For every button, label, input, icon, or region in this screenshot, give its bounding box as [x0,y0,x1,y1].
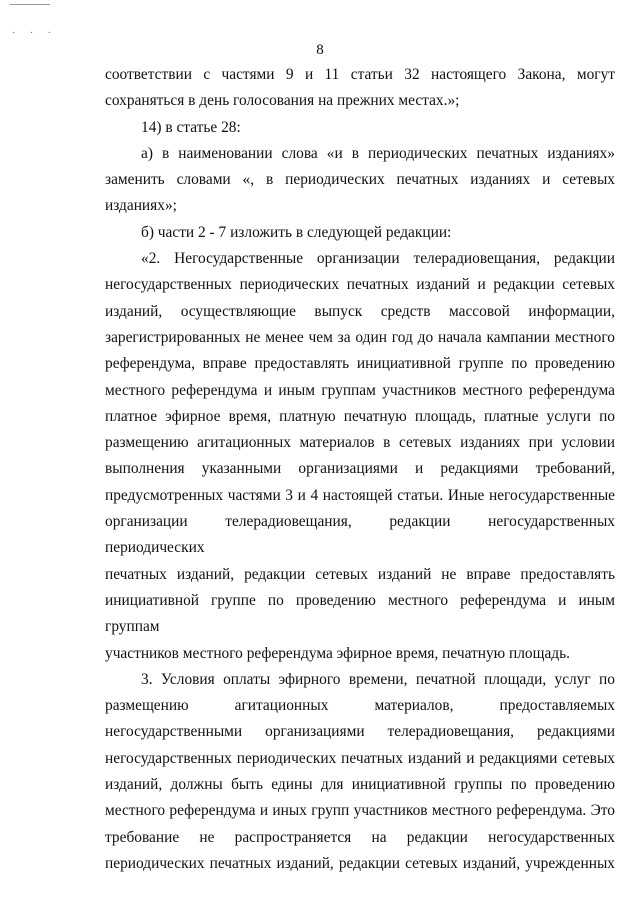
text-line: негосударственных периодических печатных изданий и редакции сетевых [105,276,615,294]
text-line: изданий, должны быть едины для инициативной группы по проведению [105,776,615,794]
text-line: размещению агитационных материалов в сетевых изданиях при условии [105,434,615,452]
paragraph-item-14 [105,115,615,141]
page-number: 8 [316,42,324,58]
text-line: местного референдума и иных групп участников местного референдума. Это [105,802,615,820]
text-line: печатных изданий, редакции сетевых изданий не вправе предоставлять [105,565,615,583]
text-line: 14) в статье 28: [141,118,241,136]
text-line: требование не распространяется на редакции негосударственных [105,828,615,846]
text-line: платное эфирное время, платную печатную площадь, платные услуги по [105,407,615,425]
text-line: 3. Условия оплаты эфирного времени, печатной площади, услуг по [141,670,615,688]
text-line: размещению агитационных материалов, предоставляемых [105,697,615,715]
text-line: а) в наименовании слова «и в периодических печатных изданиях» [141,144,615,162]
text-line: «2. Негосударственные организации телерадиовещания, редакции [141,250,615,268]
text-line: негосударственных периодических печатных изданий и редакциями сетевых [105,749,615,767]
text-line: негосударственными организациями телерадиовещания, редакциями [105,723,615,741]
paragraph-subitem-a [105,141,615,220]
text-line: изданий, осуществляющие выпуск средств массовой информации, [105,302,615,320]
text-line: заменить словами «, в периодических печатных изданиях и сетевых [105,171,615,189]
paragraph-part-2 [105,246,615,667]
scan-edge-line [10,4,50,5]
text-line: периодических печатных изданий, редакции сетевых изданий, учрежденных [105,854,615,872]
scan-artifact-marks: · · · [12,28,57,39]
text-line: референдума, вправе предоставлять инициативной группе по проведению [105,355,615,373]
text-line: б) части 2 - 7 изложить в следующей редакции: [141,223,452,241]
text-line: выполнения указанными организациями и редакциями требований, [105,460,615,478]
text-line: местного референдума и иным группам участников местного референдума [105,381,615,399]
document-body [105,62,615,877]
text-line: участников местного референдума эфирное время, печатную площадь. [105,644,571,662]
text-line: изданиях»; [105,197,177,215]
text-line: сохраняться в день голосования на прежних местах.»; [105,92,460,110]
paragraph-subitem-b [105,220,615,246]
text-line: соответствии с частями 9 и 11 статьи 32 настоящего Закона, могут [105,66,615,83]
text-line: зарегистрированных не менее чем за один год до начала кампании местного [105,328,615,346]
text-line: инициативной группе по проведению местного референдума и иным группам [105,591,615,636]
paragraph-part-3 [105,667,615,877]
text-line: предусмотренных частями 3 и 4 настоящей статьи. Иные негосударственные [105,486,615,504]
paragraph-continuation [105,62,615,115]
text-line: организации телерадиовещания, редакции негосударственных периодических [105,513,615,557]
